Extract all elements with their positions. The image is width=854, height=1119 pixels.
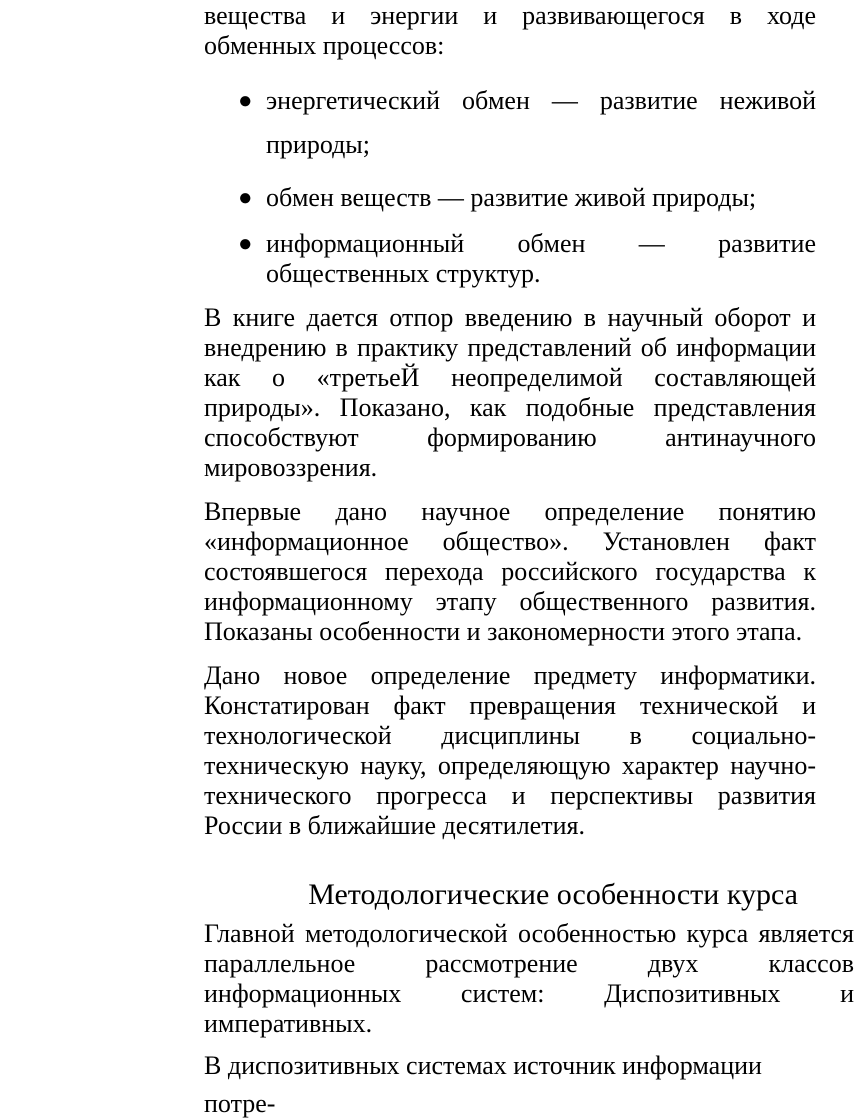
list-item (204, 183, 816, 213)
list-item (204, 229, 816, 289)
final-paragraph (204, 1051, 854, 1119)
intro-paragraph: вещества и энергии и развивающегося в ходе обменных процессов: (204, 1, 816, 60)
list-item-text: информационный обмен — развитие общественных структур. (266, 229, 816, 288)
section-paragraph: Главной методологической особенностью курса является параллельное рассмотрение двух классов информационных систем: Диспозитивных и императивных. (204, 919, 854, 1038)
document-page (204, 0, 854, 1118)
final-line-1: В диспозитивных системах источник информации (204, 1051, 762, 1080)
body-paragraph: Впервые дано научное определение понятию «информационное общество». Установлен факт состоявшегося перехода российского государства к информационному этапу общественного развития. Показаны особенности и закономерности этого этапа. (204, 497, 816, 646)
list-item-text: обмен веществ — развитие живой природы; (266, 183, 757, 212)
body-paragraph: В книге дается отпор введению в научный оборот и внедрению в практику представлений об информации как о «третьеЙ неопределимой составляющей природы». Показано, как подобные представления способствуют формированию антинаучного мировоззрения. (204, 303, 816, 482)
list-item (204, 79, 816, 167)
bullet-icon: ● (238, 88, 253, 114)
bullet-list (204, 79, 816, 289)
document-text (204, 0, 854, 1119)
section-heading: Методологические особенности курса (308, 878, 798, 911)
list-item-text: энергетический обмен — развитие неживой природы; (266, 86, 816, 159)
bullet-icon: ● (238, 185, 253, 211)
bullet-icon: ● (238, 231, 253, 257)
body-paragraph: Дано новое определение предмету информатики. Констатирован факт превращения технической и технологической дисциплины в социально-техническую науку, определяющую характер научно-технического прогресса и перспективы развития России в ближайшие десятилетия. (204, 661, 816, 840)
final-line-2: потре- (204, 1089, 276, 1118)
